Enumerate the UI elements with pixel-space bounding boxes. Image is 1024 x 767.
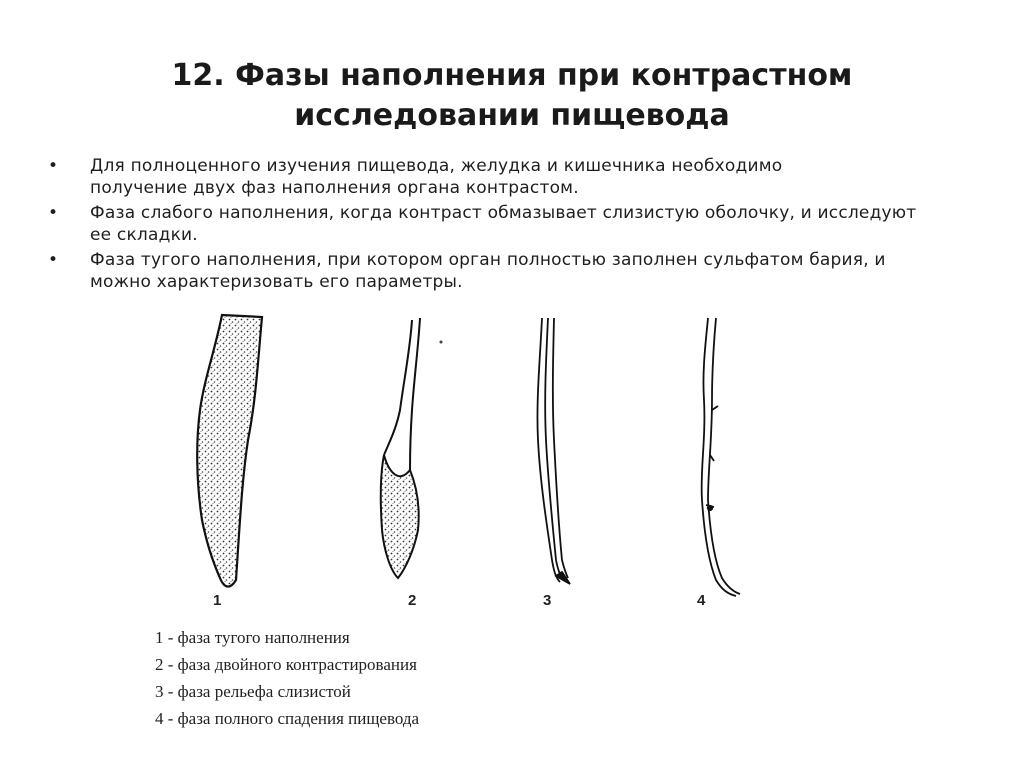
figure-number: 1 — [213, 592, 222, 609]
bullet-line: Фаза слабого наполнения, когда контраст обмазывает слизистую оболочку, и исследуют — [90, 203, 917, 223]
title-line-1: 12. Фазы наполнения при контрастном — [171, 58, 853, 93]
phase-2-esophagus-shape — [381, 318, 443, 578]
legend-item: 4 - фаза полного спадения пищевода — [155, 709, 420, 728]
phase-3-esophagus-shape — [537, 318, 570, 584]
bullet-item — [48, 202, 1008, 246]
slide-title — [0, 56, 1024, 136]
title-line-2: исследовании пищевода — [294, 98, 730, 133]
bullet-marker: • — [48, 203, 59, 223]
bullet-line: можно характеризовать его параметры. — [90, 272, 463, 292]
bullet-line: получение двух фаз наполнения органа контрастом. — [90, 178, 579, 198]
legend-item: 1 - фаза тугого наполнения — [155, 628, 350, 647]
figure-number: 2 — [408, 592, 417, 609]
bullet-list — [48, 155, 1008, 296]
bullet-line: ее складки. — [90, 225, 198, 245]
esophagus-phases-figure — [150, 305, 770, 615]
figure-legend — [155, 624, 419, 732]
legend-item: 3 - фаза рельефа слизистой — [155, 682, 351, 701]
bullet-marker: • — [48, 156, 59, 176]
figure-number: 4 — [697, 592, 706, 609]
bullet-line: Фаза тугого наполнения, при котором орган полностью заполнен сульфатом бария, и — [90, 250, 886, 270]
figure-number: 3 — [543, 592, 552, 609]
bullet-item — [48, 155, 1008, 199]
phase-1-esophagus-shape — [197, 315, 262, 587]
phase-4-esophagus-shape — [702, 318, 740, 596]
legend-item: 2 - фаза двойного контрастирования — [155, 655, 417, 674]
bullet-item — [48, 249, 1008, 293]
bullet-marker: • — [48, 250, 59, 270]
bullet-line: Для полноценного изучения пищевода, желудка и кишечника необходимо — [90, 156, 783, 176]
